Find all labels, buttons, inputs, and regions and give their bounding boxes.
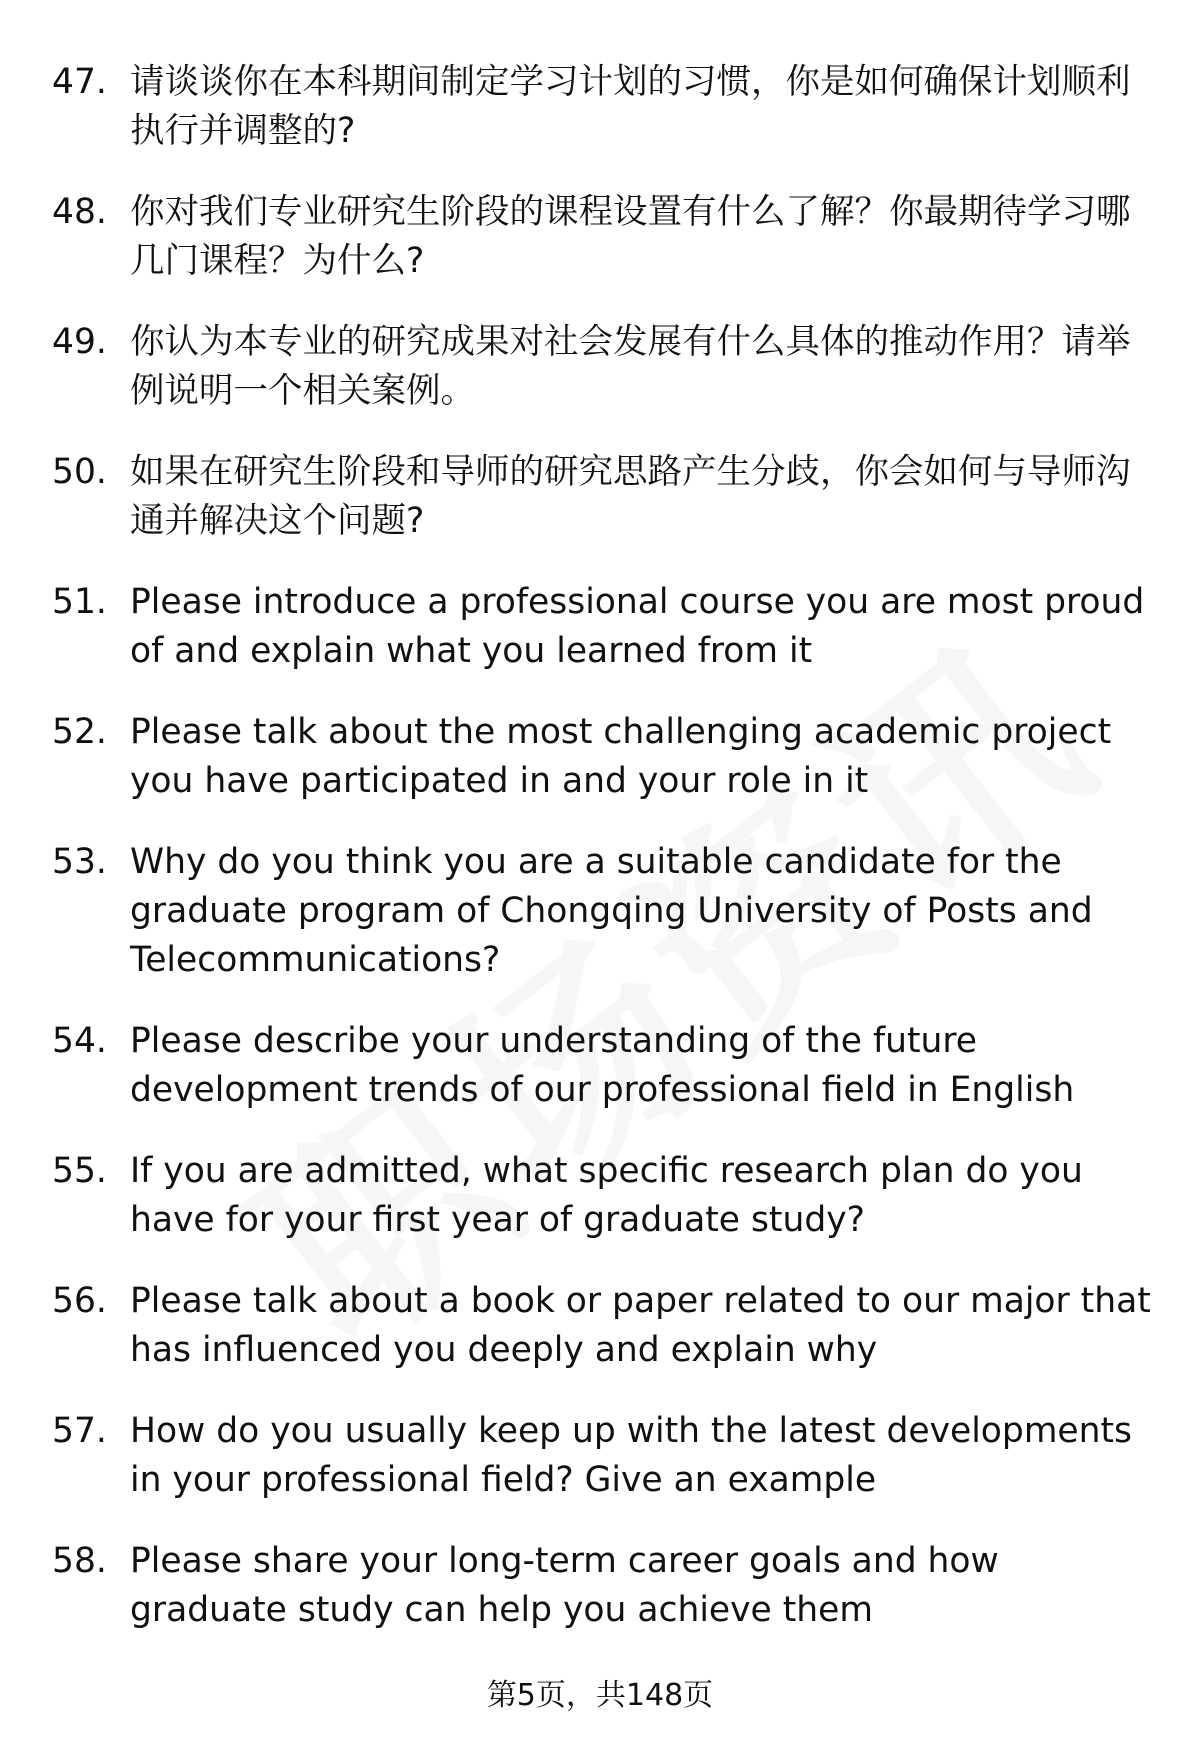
question-number: 48.: [52, 192, 107, 232]
question-text: 你认为本专业的研究成果对社会发展有什么具体的推动作用？请举例说明一个相关案例。: [130, 322, 1131, 411]
question-text: 如果在研究生阶段和导师的研究思路产生分歧，你会如何与导师沟通并解决这个问题?: [130, 452, 1131, 541]
question-number: 50.: [52, 452, 107, 492]
question-text: If you are admitted, what specific research plan do you have for your first year of graduate study?: [130, 1151, 1083, 1240]
question-text: Please describe your understanding of the future development trends of our professional field in English: [130, 1021, 1075, 1110]
question-number: 53.: [52, 842, 107, 882]
question-item: [52, 1537, 1162, 1635]
question-item: [52, 578, 1162, 676]
question-text: How do you usually keep up with the latest developments in your professional field? Give an example: [130, 1411, 1133, 1500]
question-text: 请谈谈你在本科期间制定学习计划的习惯，你是如何确保计划顺利执行并调整的?: [130, 62, 1131, 151]
question-number: 57.: [52, 1411, 107, 1451]
question-item: [52, 1407, 1162, 1505]
question-number: 56.: [52, 1281, 107, 1321]
question-number: 54.: [52, 1021, 107, 1061]
question-text: Please introduce a professional course you are most proud of and explain what you learned from it: [130, 582, 1145, 671]
question-text: Please talk about the most challenging academic project you have participated in and your role in it: [130, 712, 1112, 801]
question-item: [52, 58, 1162, 156]
question-list: [52, 58, 1162, 1667]
question-item: [52, 708, 1162, 806]
question-number: 51.: [52, 582, 107, 622]
question-item: [52, 838, 1162, 985]
question-item: [52, 188, 1162, 286]
question-item: [52, 1147, 1162, 1245]
page-number-footer: 第5页，共148页: [486, 1678, 714, 1713]
question-item: [52, 1017, 1162, 1115]
question-item: [52, 318, 1162, 416]
question-number: 47.: [52, 62, 107, 102]
question-text: 你对我们专业研究生阶段的课程设置有什么了解？你最期待学习哪几门课程？为什么?: [130, 192, 1131, 281]
question-number: 55.: [52, 1151, 107, 1191]
question-number: 58.: [52, 1541, 107, 1581]
question-text: Please talk about a book or paper related to our major that has influenced you deeply and explain why: [130, 1281, 1151, 1370]
question-item: [52, 1277, 1162, 1375]
question-number: 52.: [52, 712, 107, 752]
question-number: 49.: [52, 322, 107, 362]
question-text: Why do you think you are a suitable candidate for the graduate program of Chongqing University of Posts and Telecommunications?: [130, 842, 1093, 980]
question-item: [52, 448, 1162, 546]
question-text: Please share your long-term career goals and how graduate study can help you achieve them: [130, 1541, 999, 1630]
